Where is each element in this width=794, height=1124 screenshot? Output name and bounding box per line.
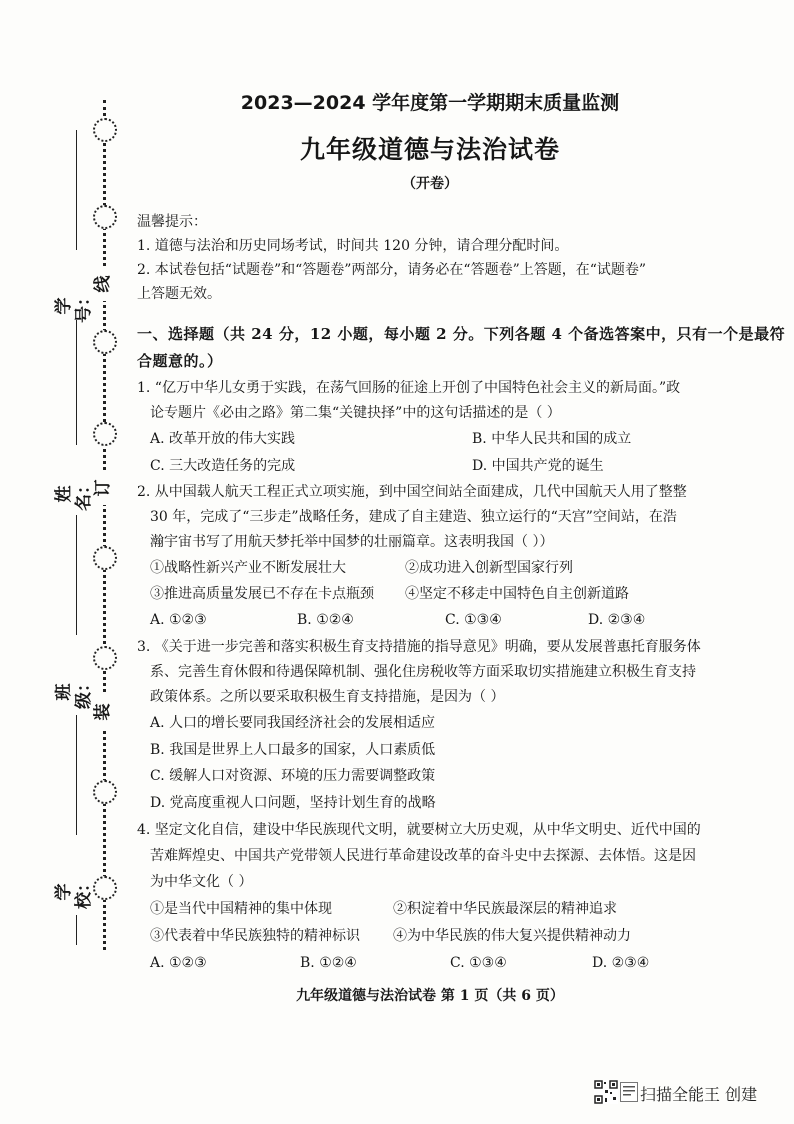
binding-word-xian: 线 — [93, 267, 113, 301]
class-underline — [76, 715, 77, 835]
question-3-option-c: C. 缓解人口对资源、环境的压力需要调整政策 — [150, 768, 436, 784]
binding-hole — [93, 646, 117, 670]
binding-hole — [93, 876, 117, 900]
question-4-statement: ④为中华民族的伟大复兴提供精神动力 — [393, 928, 631, 944]
question-3-option-d: D. 党高度重视人口问题，坚持计划生育的战略 — [150, 795, 436, 811]
school-underline — [76, 915, 77, 945]
scanner-watermark-text: 扫描全能王 创建 — [640, 1085, 758, 1104]
binding-hole — [93, 422, 117, 446]
question-3-stem: 3. 《关于进一步完善和落实积极生育支持措施的指导意见》明确，要从发展普惠托育服务体 — [137, 639, 701, 655]
question-2-statement: ①战略性新兴产业不断发展壮大 — [150, 560, 346, 576]
exam-subtitle: 九年级道德与法治试卷 — [299, 135, 560, 164]
section-heading-cont: 合题意的。） — [137, 352, 223, 370]
notice-heading: 温馨提示： — [137, 214, 207, 230]
question-1-option-d: D. 中国共产党的诞生 — [472, 458, 604, 474]
section-heading: 一、选择题（共 24 分，12 小题，每小题 2 分。下列各题 4 个备选答案中，只有一个是最符 — [137, 325, 786, 343]
question-4-stem: 为中华文化（ ） — [150, 874, 253, 890]
question-3-option-b: B. 我国是世界上人口最多的国家，人口素质低 — [150, 742, 436, 758]
question-1-option-a: A. 改革开放的伟大实践 — [150, 431, 296, 447]
question-1-option-c: C. 三大改造任务的完成 — [150, 458, 296, 474]
question-4-option-b: B. ①②④ — [300, 955, 357, 971]
student-id-label: 学号： — [54, 289, 94, 323]
question-2-stem: 瀚宇宙书写了用航天梦托举中国梦的壮丽篇章。这表明我国（ ）） — [150, 534, 554, 550]
question-3-stem: 政策体系。之所以要采取积极生育支持措施，是因为（ ） — [150, 689, 505, 705]
question-2-statement: ④坚定不移走中国特色自主创新道路 — [405, 586, 629, 602]
question-2-stem: 30 年，完成了“三步走”战略任务，建成了自主建造、独立运行的“天宫”空间站，在浩 — [150, 509, 677, 525]
question-1-stem: 论专题片《必由之路》第二集“关键抉择”中的这句话描述的是（ ） — [150, 405, 561, 421]
question-4-stem: 4. 坚定文化自信，建设中华民族现代文明，就要树立大历史观，从中华文明史、近代中国的 — [137, 822, 701, 838]
question-2-option-c: C. ①③④ — [445, 612, 502, 628]
question-4-option-d: D. ②③④ — [592, 955, 650, 971]
page-footer: 九年级道德与法治试卷 第 1 页（共 6 页） — [296, 988, 564, 1004]
binding-hole — [93, 118, 117, 142]
binding-word-ding: 订 — [93, 471, 113, 505]
cs-scanner-logo-icon — [620, 1082, 638, 1102]
binding-hole — [93, 780, 117, 804]
question-2-statement: ②成功进入创新型国家行列 — [405, 560, 573, 576]
student-id-underline-lower — [76, 320, 77, 445]
question-3-option-a: A. 人口的增长要同我国经济社会的发展相适应 — [150, 715, 436, 731]
binding-word-zhuang: 装 — [93, 695, 113, 729]
question-3-stem: 系、完善生育休假和待遇保障机制、强化住房税收等方面采取切实措施建立积极生育支持 — [150, 664, 696, 680]
notice-line: 上答题无效。 — [137, 286, 221, 302]
qr-code-icon — [594, 1080, 618, 1104]
question-2-option-d: D. ②③④ — [588, 612, 646, 628]
notice-line: 2. 本试卷包括“试题卷”和“答题卷”两部分，请务必在“答题卷”上答题，在“试题卷” — [137, 262, 647, 278]
name-label: 姓名： — [54, 477, 94, 511]
notice-line: 1. 道德与法治和历史同场考试，时间共 120 分钟，请合理分配时间。 — [137, 238, 569, 254]
school-label: 学校： — [54, 875, 94, 909]
class-label: 班级： — [54, 675, 94, 709]
question-4-option-c: C. ①③④ — [450, 955, 507, 971]
question-4-option-a: A. ①②③ — [150, 955, 207, 971]
question-2-statement: ③推进高质量发展已不存在卡点瓶颈 — [150, 586, 374, 602]
question-1-stem: 1. “亿万中华儿女勇于实践，在荡气回肠的征途上开创了中国特色社会主义的新局面。”政 — [137, 380, 681, 396]
question-2-option-b: B. ①②④ — [297, 612, 354, 628]
question-2-option-a: A. ①②③ — [150, 612, 207, 628]
question-4-stem: 苦难辉煌史、中国共产党带领人民进行革命建设改革的奋斗史中去探源、去体悟。这是因 — [150, 848, 696, 864]
question-1-option-b: B. 中华人民共和国的成立 — [472, 431, 632, 447]
question-4-statement: ②积淀着中华民族最深层的精神追求 — [393, 901, 617, 917]
binding-hole — [93, 546, 117, 570]
name-underline — [76, 515, 77, 635]
exam-type: （开卷） — [402, 176, 458, 192]
question-2-stem: 2. 从中国载人航天工程正式立项实施，到中国空间站全面建成，几代中国航天人用了整整 — [137, 484, 687, 500]
exam-title: 2023—2024 学年度第一学期期末质量监测 — [240, 92, 620, 114]
student-id-underline — [76, 130, 77, 250]
binding-hole — [93, 205, 117, 229]
question-4-statement: ①是当代中国精神的集中体现 — [150, 901, 332, 917]
question-4-statement: ③代表着中华民族独特的精神标识 — [150, 928, 360, 944]
binding-hole — [93, 330, 117, 354]
